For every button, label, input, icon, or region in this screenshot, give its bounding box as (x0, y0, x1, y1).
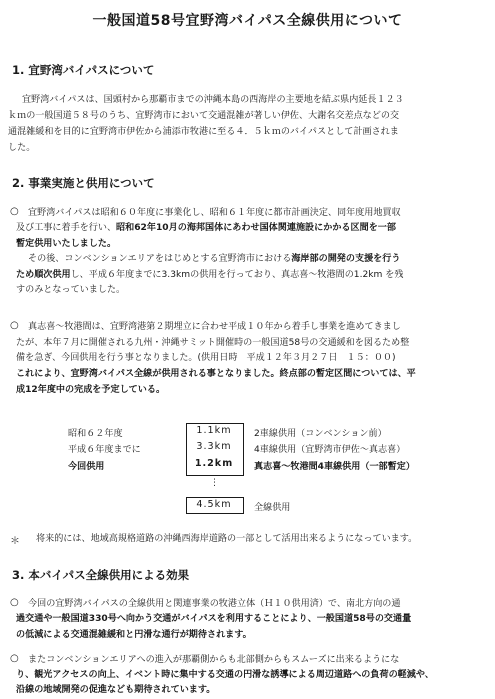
schedule-desc-3: 真志喜～牧港間4車線供用（一部暫定） (254, 462, 415, 472)
section-2-p2-line-4a: これにより、宜野湾バイパス全線が供用される事となりました。 (16, 369, 280, 379)
section-1-line-2: ｋｍの一般国道５８号のうち、宜野湾市において交通混雑が著しい伊佐、大謝名交差点などの交 (8, 111, 400, 121)
schedule-label-1: 昭和６２年度 (68, 429, 123, 439)
section-3-p2-line-2: り、観光アクセスの向上、イベント時に集中する交通の円滑な誘導による周辺道路への負荷の軽減や、 (16, 670, 434, 680)
section-1-line-3: 通混雑緩和を目的に宜野湾市伊佐から浦添市牧港に至る４．５ｋｍのバイパスとして計画されま (8, 127, 399, 137)
section-2-p1-line-1: 宜野湾バイパスは昭和６０年度に事業化し、昭和６１年度に都市計画決定、同年度用地買収 (28, 208, 401, 218)
section-2-p1-line-2a: 及び工事に着手を行い、 (16, 223, 117, 233)
schedule-desc-1: 2車線供用（コンベンション前） (254, 429, 387, 439)
section-1-heading: 1. 宜野湾バイパスについて (12, 63, 155, 77)
section-2-p1-line-4 (28, 252, 400, 268)
schedule-label-3: 今回供用 (68, 462, 105, 472)
bullet-circle: ○ (10, 653, 19, 664)
section-3-p2-line-1: またコンベンションエリアへの進入が那覇側からも北部側からもスムーズに出来るようにな (28, 655, 400, 665)
bullet-circle: ○ (10, 206, 19, 217)
schedule-desc-2: 4車線供用（宜野湾市伊佐～真志喜） (254, 445, 406, 455)
section-2-p2-line-1: 真志喜～牧港間は、宜野湾港第２期埋立に合わせ平成１０年から着手し事業を進めてきまし (28, 322, 401, 332)
section-1-line-4: した。 (8, 143, 36, 153)
schedule-total-desc: 全線供用 (254, 503, 291, 513)
section-2-p1-line-4b: 海岸部の開発の支援を行う (291, 254, 401, 264)
section-2-p1-line-3: 暫定供用いたしました。 (16, 239, 117, 249)
section-2-p2-line-4 (16, 367, 416, 383)
section-2-p1-line-5a: ため順次供用 (16, 270, 71, 280)
section-3-heading: 3. 本バイパス全線供用による効果 (12, 568, 190, 582)
section-3-p1-line-1: 今回の宜野湾バイパスの全線供用と関連事業の牧港立体（Ｈ１０供用済）で、南北方向の通 (28, 599, 401, 609)
schedule-label-2: 平成６年度までに (68, 445, 141, 455)
section-2-p1-line-5b: し、平成６年度までに3.3kmの供用を行っており、真志喜～牧港間の1.2km を残 (70, 270, 404, 280)
section-2-p1-line-4a: その後、コンベンションエリアをはじめとする宜野湾市における (28, 254, 292, 264)
section-2-p1-line-2 (16, 221, 396, 237)
section-2-p2-line-2: たが、本年７月に開催される九州・沖縄サミット開催時の一般国道58号の交通緩和を図るため整 (16, 338, 410, 348)
section-1-line-1: 宜野湾バイパスは、国頭村から那覇市までの沖縄本島の西海岸の主要地を結ぶ県内延長１２３ (22, 95, 404, 105)
section-3-p1-line-3: の低減による交通混雑緩和と円滑な通行が期待されます。 (16, 630, 252, 640)
section-2-p2-line-5: 成12年度中の完成を予定している。 (16, 385, 166, 395)
section-3-p1-line-2: 過交通や一般国道330号へ向かう交通がバイパスを利用することにより、一般国道58号の交通量 (16, 614, 412, 624)
schedule-value-1: 1.1km (196, 425, 232, 436)
bullet-circle: ○ (10, 597, 19, 608)
page-title: 一般国道58号宜野湾バイパス全線供用について (92, 13, 403, 29)
schedule-value-2: 3.3km (196, 441, 232, 452)
section-2-p1-line-2b: 昭和62年10月の海邦国体にあわせ国体関連施設にかかる区間を一部 (116, 223, 396, 233)
note-text: 将来的には、地域高規格道路の沖縄西海岸道路の一部として活用出来るようになっています。 (36, 534, 418, 544)
section-3-p2-line-3: 沿線の地域開発の促進なども期待されています。 (16, 685, 216, 695)
schedule-total-value: 4.5km (196, 499, 232, 510)
bullet-circle: ○ (10, 320, 19, 331)
section-2-p1-line-5 (16, 268, 403, 284)
section-2-heading: 2. 事業実施と供用について (12, 176, 155, 190)
section-2-p2-line-4b: 終点部の暫定区間については、平 (279, 369, 416, 379)
section-2-p1-line-6: すのみとなっていました。 (16, 285, 126, 295)
section-2-p2-line-3: 備を急ぎ、今回供用を行う事となりました。(供用日時 平成１２年３月２７日 １５：００) (16, 353, 396, 363)
schedule-value-3: 1.2km (194, 458, 234, 469)
note-mark: ＊ (10, 536, 20, 547)
schedule-ellipsis: ⋮ (210, 478, 219, 488)
